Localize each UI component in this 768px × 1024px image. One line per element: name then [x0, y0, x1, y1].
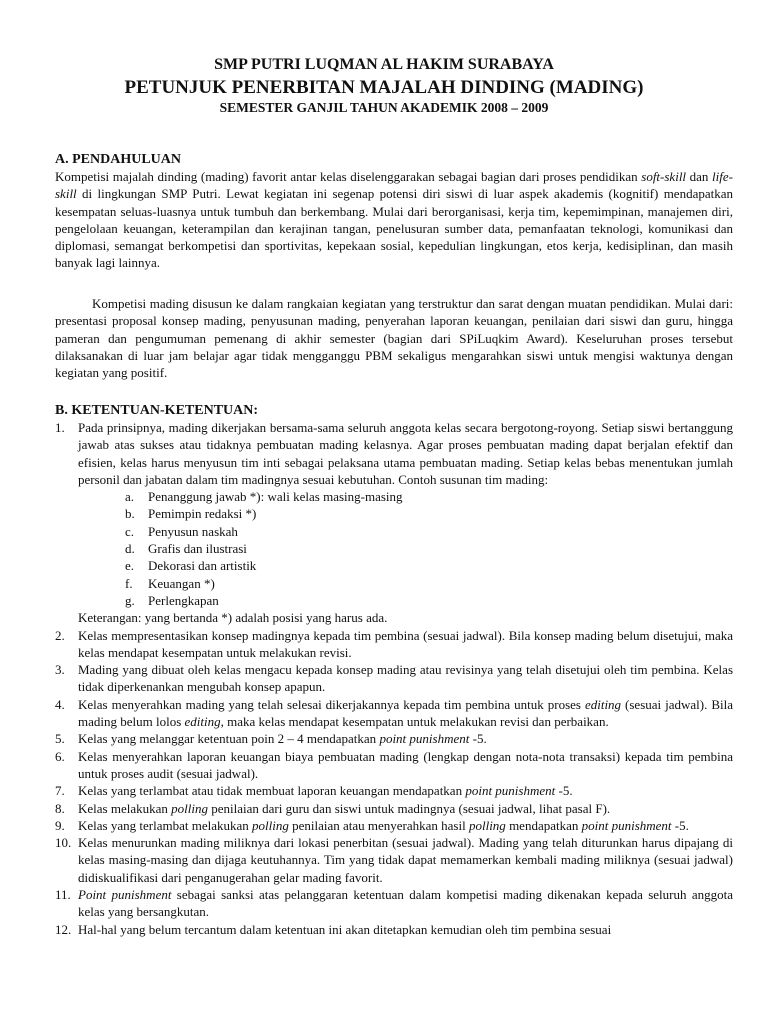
- item-number: 5.: [55, 731, 65, 747]
- rule-item-2: [55, 627, 733, 662]
- text-run: Kelas yang terlambat melakukan: [78, 817, 252, 833]
- item-text: Hal-hal yang belum tercantum dalam ketentuan ini akan ditetapkan kemudian oleh tim pembina sesuai: [78, 921, 612, 937]
- item-text: Kelas mempresentasikan konsep madingnya kepada tim pembina (sesuai jadwal). Bila konsep mading belum disetujui, maka kelas mendapat kesempatan untuk melakukan revisi.: [78, 627, 733, 660]
- item-number: 6.: [55, 748, 65, 764]
- rule-item-10: [55, 834, 733, 886]
- rule-item-7: [55, 782, 733, 799]
- rule-item-8: [55, 800, 733, 817]
- text-run: mendapatkan: [505, 817, 582, 833]
- item-letter: a.: [125, 489, 135, 505]
- school-name: SMP PUTRI LUQMAN AL HAKIM SURABAYA: [214, 56, 554, 73]
- italic-term: editing: [584, 696, 622, 712]
- item-text: Dekorasi dan artistik: [148, 558, 257, 574]
- item-number: 2.: [55, 627, 65, 643]
- text-run: dan: [686, 169, 713, 184]
- italic-term: Point punishment: [78, 887, 172, 903]
- item-letter: g.: [125, 592, 135, 608]
- section-a-heading: A. PENDAHULUAN: [55, 152, 181, 167]
- text-run: sebagai sanksi atas pelanggaran ketentuan dalam kompetisi mading dikenakan kepada seluruh anggota kelas yang bersangkutan.: [78, 887, 733, 920]
- item-text: Penyusun naskah: [148, 523, 238, 539]
- team-role-item: [125, 592, 733, 609]
- italic-term: polling: [252, 817, 289, 833]
- rule-item-4: [55, 696, 733, 731]
- italic-term: soft-skill: [641, 169, 687, 184]
- italic-term: point punishment: [465, 783, 556, 799]
- rule-item-12: [55, 921, 733, 938]
- text-run: Kelas yang melanggar ketentuan poin 2 – 4 mendapatkan: [78, 731, 380, 747]
- semester-line: SEMESTER GANJIL TAHUN AKADEMIK 2008 – 2009: [219, 100, 549, 115]
- item-number: 1.: [55, 420, 65, 435]
- section-b-heading: B. KETENTUAN-KETENTUAN:: [55, 403, 259, 418]
- italic-term: point punishment: [581, 817, 672, 833]
- text-run: penilaian atau menyerahkan hasil: [288, 817, 469, 833]
- item-number: 4.: [55, 696, 65, 712]
- item-letter: f.: [125, 575, 133, 591]
- text-run: -5.: [469, 731, 487, 747]
- text-run: Kelas melakukan: [78, 800, 172, 816]
- team-role-item: [125, 557, 733, 574]
- team-role-item: [125, 505, 733, 522]
- item-number: 7.: [55, 783, 65, 799]
- team-role-item: [125, 523, 733, 540]
- item-text: Mading yang dibuat oleh kelas mengacu kepada konsep mading atau revisinya yang telah disetujui oleh tim pembina. Kelas tidak diperkenankan mengubah konsep apapun.: [78, 662, 733, 695]
- team-role-item: [125, 575, 733, 592]
- item-letter: b.: [125, 506, 135, 522]
- item-text: Kelas menurunkan mading miliknya dari lokasi penerbitan (sesuai jadwal). Mading yang telah diturunkan harus dipajang di kelas masing-masing dan dijaga keutuhannya. Tim yang tidak dapat memamerkan kembali mading miliknya (sesuai jadwal) didiskualifikasi dari penganugerahan gelar mading favorit.: [78, 835, 733, 885]
- item-number: 8.: [55, 800, 65, 816]
- rule-item-1: [55, 419, 733, 627]
- text-run: Kelas menyerahkan mading yang telah selesai dikerjakannya kepada tim pembina untuk proses: [78, 696, 585, 712]
- item-text: Grafis dan ilustrasi: [148, 541, 247, 557]
- item-text: Kelas menyerahkan laporan keuangan biaya pembuatan mading (lengkap dengan nota-nota transaksi) kepada tim pembina untuk proses audit (sesuai jadwal).: [78, 748, 733, 781]
- text-run: Kompetisi majalah dinding (mading) favorit antar kelas diselenggarakan sebagai bagian dari proses pendidikan: [55, 169, 642, 184]
- item-text: Perlengkapan: [148, 592, 219, 608]
- rule-item-11: [55, 886, 733, 921]
- item-letter: e.: [125, 558, 135, 574]
- item-number: 3.: [55, 662, 65, 678]
- item-text: Keuangan *): [148, 575, 215, 591]
- italic-term: life-skill: [55, 169, 733, 202]
- italic-term: polling: [171, 800, 208, 816]
- text-run: di lingkungan SMP Putri. Lewat kegiatan ini segenap potensi diri siswi di luar aspek akademis (kognitif) mendapatkan kesempatan seluas-luasnya untuk tumbuh dan berkembang. Mulai dari berorganisasi, kerja tim, kepemimpinan, manajemen diri, pengelolaan keuangan, keterampilan dan kerajinan tangan, penelusuran sumber data, pemanfaatan teknologi, komunikasi dan diplomasi, semangat berkompetisi dan sportivitas, kepekaan sosial, kepedulian lingkungan, etos kerja, kedisiplinan, dan masih banyak lagi lainnya.: [55, 186, 733, 271]
- team-role-item: [125, 488, 733, 505]
- team-note: Keterangan: yang bertanda *) adalah posisi yang harus ada.: [78, 610, 388, 626]
- section-a-paragraph-1: [55, 168, 733, 272]
- item-number: 10.: [55, 835, 72, 851]
- rule-item-5: [55, 730, 733, 747]
- team-role-item: [125, 540, 733, 557]
- item-letter: c.: [125, 523, 135, 539]
- item-number: 9.: [55, 817, 65, 833]
- item-letter: d.: [125, 541, 135, 557]
- item-text: Pada prinsipnya, mading dikerjakan bersama-sama seluruh anggota kelas secara bergotong-royong. Setiap siswi bertanggung jawab atas sukses atau tidaknya pembuatan mading kelasnya. Agar proses pembuatan mading dapat berjalan efektif dan efisien, kelas harus menyusun tim inti sebagai pelaksana utama pembuatan mading. Setiap kelas bebas menentukan jumlah personil dan jabatan dalam tim madingnya sesuai kebutuhan. Contoh susunan tim mading:: [78, 420, 733, 487]
- italic-term: polling: [468, 817, 506, 833]
- text-run: (sesuai jadwal). Bila mading belum lolos: [78, 696, 734, 730]
- section-a-paragraph-2: Kompetisi mading disusun ke dalam rangkaian kegiatan yang terstruktur dan sarat dengan muatan pendidikan. Mulai dari: presentasi proposal konsep mading, penyusunan mading, penyerahan laporan keuangan, penilaian dari siswi dan guru, hingga pameran dan pengumuman pemenang di akhir semester (bagian dari SPiLuqkim Award). Keseluruhan proses tersebut dilaksanakan di luar jam belajar agar tidak mengganggu PBM sekaligus mengarahkan siswi untuk mengisi waktunya dengan kegiatan yang positif.: [55, 296, 733, 381]
- italic-term: editing: [184, 714, 221, 730]
- item-text: Pemimpin redaksi *): [148, 506, 257, 522]
- text-run: , maka kelas mendapat kesempatan untuk melakukan revisi dan perbaikan.: [220, 714, 609, 730]
- item-number: 12.: [55, 921, 72, 937]
- text-run: -5.: [555, 783, 573, 799]
- rule-item-6: [55, 748, 733, 783]
- italic-term: point punishment: [379, 731, 470, 747]
- text-run: -5.: [671, 817, 689, 833]
- rule-item-9: [55, 817, 733, 834]
- rule-item-3: [55, 661, 733, 696]
- item-text: Penanggung jawab *): wali kelas masing-masing: [148, 489, 403, 505]
- document-title: PETUNJUK PENERBITAN MAJALAH DINDING (MADING): [124, 77, 644, 98]
- text-run: Kelas yang terlambat atau tidak membuat laporan keuangan mendapatkan: [78, 783, 466, 799]
- team-structure-list: [78, 488, 733, 609]
- item-number: 11.: [55, 887, 71, 903]
- rules-list: [55, 419, 733, 938]
- text-run: penilaian dari guru dan siswi untuk madingnya (sesuai jadwal, lihat pasal F).: [207, 800, 611, 816]
